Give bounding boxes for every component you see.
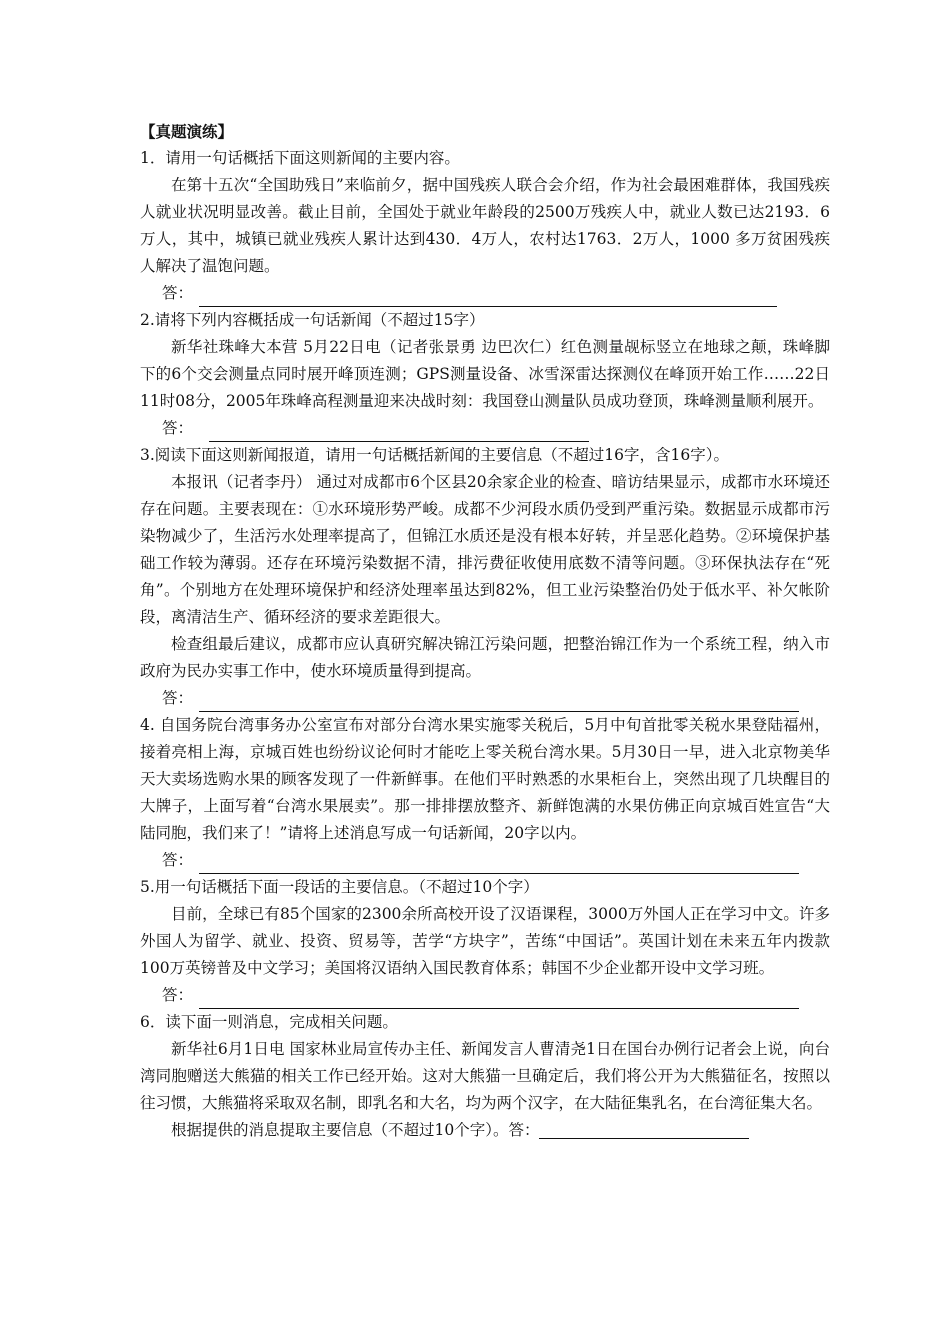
answer-label: 答： (162, 986, 194, 1004)
answer-line[interactable] (199, 288, 777, 307)
question-1-passage: 在第十五次“全国助残日”来临前夕，据中国残疾人联合会介绍，作为社会最困难群体，我国残疾人就业状况明显改善。截止目前，全国处于就业年龄段的2500万残疾人中，就业人数已达2193．6万人，其中，城镇已就业残疾人累计达到430．4万人，农村达1763．2万人，1000 多万贫困残疾人解决了温饱问题。 (140, 176, 830, 275)
question-3-prompt: 3.阅读下面这则新闻报道，请用一句话概括新闻的主要信息（不超过16字，含16字）。 (140, 446, 729, 464)
question-3-passage-2: 检查组最后建议，成都市应认真研究解决锦江污染问题，把整治锦江作为一个系统工程，纳入市政府为民办实事工作中，使水环境质量得到提高。 (140, 635, 830, 680)
question-2-answer (140, 415, 830, 442)
answer-label: 答： (162, 851, 194, 869)
answer-label: 答： (162, 284, 194, 302)
question-2-passage: 新华社珠峰大本营 5月22日电（记者张景勇 边巴次仁）红色测量觇标竖立在地球之颠，珠峰脚下的6个交会测量点同时展开峰顶连测；GPS测量设备、冰雪深雷达探测仪在峰顶开始工作……22日11时08分，2005年珠峰高程测量迎来决战时刻：我国登山测量队员成功登顶，珠峰测量顺利展开。 (140, 338, 830, 410)
question-5-answer (140, 982, 830, 1009)
answer-line[interactable] (199, 855, 799, 874)
answer-line[interactable] (199, 693, 799, 712)
question-5-passage: 目前，全球已有85个国家的2300余所高校开设了汉语课程，3000万外国人正在学习中文。许多外国人为留学、就业、投资、贸易等，苦学“方块字”，苦练“中国话”。英国计划在未来五年内拨款100万英镑普及中文学习；美国将汉语纳入国民教育体系；韩国不少企业都开设中文学习班。 (140, 905, 830, 977)
question-3-answer (140, 685, 830, 712)
answer-label: 答： (162, 689, 194, 707)
question-6-prompt: 6．读下面一则消息，完成相关问题。 (140, 1013, 398, 1031)
question-1-answer (140, 280, 830, 307)
question-2-prompt: 2.请将下列内容概括成一句话新闻（不超过15字） (140, 311, 485, 329)
question-6-final-prompt (140, 1117, 830, 1144)
question-3-passage: 本报讯（记者李丹） 通过对成都市6个区县20余家企业的检查、暗访结果显示，成都市水环境还存在问题。主要表现在：①水环境形势严峻。成都不少河段水质仍受到严重污染。数据显示成都市污染物减少了，生活污水处理率提高了，但锦江水质还是没有根本好转，并呈恶化趋势。②环境保护基础工作较为薄弱。还存在环境污染数据不清，排污费征收使用底数不清等问题。③环保执法存在“死角”。个别地方在处理环境保护和经济处理率虽达到82%，但工业污染整治仍处于低水平、补欠帐阶段，离清洁生产、循环经济的要求差距很大。 (140, 473, 830, 626)
answer-label: 答： (162, 419, 194, 437)
answer-line[interactable] (539, 1122, 749, 1139)
question-4-prompt: 4. 自国务院台湾事务办公室宣布对部分台湾水果实施零关税后，5月中旬首批零关税水果登陆福州，接着亮相上海，京城百姓也纷纷议论何时才能吃上零关税台湾水果。5月30日一早，进入北京物美华天大卖场选购水果的顾客发现了一件新鲜事。在他们平时熟悉的水果柜台上，突然出现了几块醒目的大牌子，上面写着“台湾水果展卖”。那一排排摆放整齐、新鲜饱满的水果仿佛正向京城百姓宣告“大陆同胞，我们来了！”请将上述消息写成一句话新闻，20字以内。 (140, 716, 830, 842)
question-4-answer (140, 847, 830, 874)
worksheet-page (140, 118, 830, 1144)
answer-line[interactable] (209, 423, 589, 442)
final-prompt-text: 根据提供的消息提取主要信息（不超过10个字）。答： (171, 1121, 540, 1139)
section-title: 【真题演练】 (140, 122, 234, 141)
question-1-prompt: 1．请用一句话概括下面这则新闻的主要内容。 (140, 149, 460, 167)
answer-line[interactable] (199, 990, 799, 1009)
question-6-passage: 新华社6月1日电 国家林业局宣传办主任、新闻发言人曹清尧1日在国台办例行记者会上说，向台湾同胞赠送大熊猫的相关工作已经开始。这对大熊猫一旦确定后，我们将公开为大熊猫征名，按照以往习惯，大熊猫将采取双名制，即乳名和大名，均为两个汉字，在大陆征集乳名，在台湾征集大名。 (140, 1040, 830, 1112)
question-5-prompt: 5.用一句话概括下面一段话的主要信息。（不超过10个字） (140, 878, 539, 896)
